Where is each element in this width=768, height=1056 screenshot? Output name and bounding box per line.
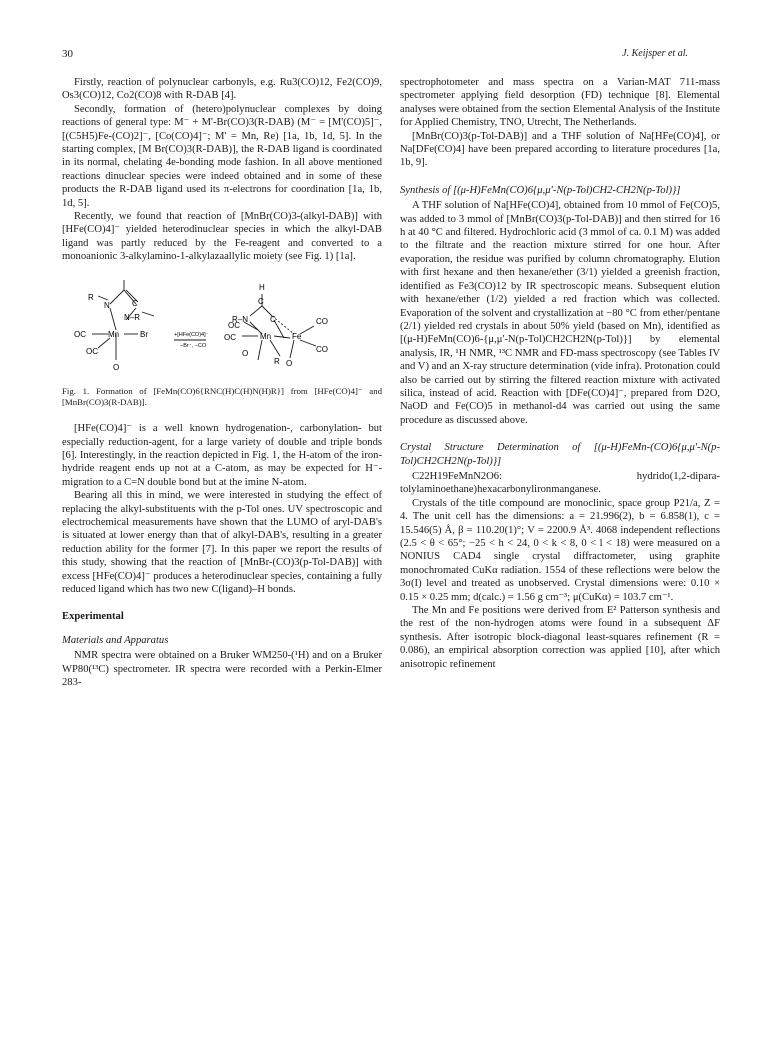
mn-label: Mn xyxy=(260,331,272,341)
oc-label: OC xyxy=(74,329,86,339)
paragraph: [MnBr(CO)3(p-Tol-DAB)] and a THF solution of Na[HFe(CO)4], or Na[DFe(CO)4] have been prepared according to literature procedures [1a, 1b, 9]. xyxy=(400,130,720,169)
reaction-scheme-figure xyxy=(62,276,382,376)
o-label: O xyxy=(113,362,120,372)
running-head: J. Keijsper et al. xyxy=(622,48,688,59)
mn-label: Mn xyxy=(108,329,120,339)
co-label: CO xyxy=(316,316,328,326)
paragraph: NMR spectra were obtained on a Bruker WM250-(¹H) and on a Bruker WP80(¹³C) spectrometer. IR spectra were recorded with a Perkin-Elmer 283- xyxy=(62,650,382,688)
loss-label: −Br⁻, −CO xyxy=(180,342,207,349)
paragraph: Firstly, reaction of polynuclear carbonyls, e.g. Ru3(CO)12, Fe2(CO)9, Os3(CO)12, Co2(CO)8 with R-DAB [4]. xyxy=(62,77,382,102)
paragraph: The Mn and Fe positions were derived from E² Patterson synthesis and the rest of the non-hydrogen atoms were found in a subsequent ΔF synthesis. After isotropic block-diagonal least-squares refinement (R = 0.086), an empirical absorption correction was applied [10], after which anisotropic refinement xyxy=(400,605,720,670)
c-label: C xyxy=(132,298,138,308)
r-label: R xyxy=(274,356,280,366)
o-label: O xyxy=(286,358,293,368)
subsection-heading-synthesis: Synthesis of [(μ-H)FeMn(CO)6{μ,μ'-N(p-Tol)CH2-CH2N(p-Tol)}] xyxy=(400,184,681,196)
c-label: C xyxy=(258,296,264,306)
fe-label: Fe xyxy=(292,331,302,341)
oc-label: OC xyxy=(86,346,98,356)
oc-label: OC xyxy=(224,332,236,342)
subsection-heading-crystal-structure: Crystal Structure Determination of [(μ-H)FeMn-(CO)6{μ,μ'-N(p-Tol)CH2CH2N(p-Tol)}] xyxy=(400,442,720,467)
section-heading-experimental: Experimental xyxy=(62,611,124,623)
nr-label: N–R xyxy=(124,312,141,322)
paragraph: Secondly, formation of (hetero)polynuclear complexes by doing reactions of general type: M⁻ + M'-Br(CO)3(R-DAB) (M⁻ = [M'(CO)5]⁻, [(C5H5)Fe-(CO)2]⁻, [Co(CO)4]⁻; M' = Mn, Re) [1a, 1b, 1d, 5]. In the starting complex, [M Br(CO)3(R-DAB)], the R-DAB ligand is coordinated in its normal, chelating 4e-bonding mode fashion. In all above mentioned reactions dinuclear species were indeed obtained and in some of these products the R-DAB ligand used its π-electrons for coordination [1a, 1b, 1d, 5]. xyxy=(62,103,382,209)
left-column xyxy=(62,76,382,689)
paragraph: [HFe(CO)4]⁻ is a well known hydrogenation-, carbonylation- but especially reduction-agent, for a large variety of double and triple bonds [6]. Interestingly, in the reaction depicted in Fig. 1, the H-atom of the iron-hydride reagent ends up not at a C-atom, as may be expected for H⁻-migration to a C=N double bond but at the imine N-atom. xyxy=(62,423,382,488)
oc-label: OC xyxy=(228,320,240,330)
paragraph: Bearing all this in mind, we were interested in studying the effect of replacing the alkyl-substituents with the p-Tol ones. UV spectroscopic and electrochemical measurements have shown that the LUMO of aryl-DAB's is situated at lower energy than that of alkyl-DAB's, resulting in a greater reduction ability for the former [7]. In this paper we report the results of this study, showing that the reaction of [MnBr-(CO)3(p-Tol-DAB)] with excess [HFe(CO)4]⁻ produces a heterodinuclear species, containing a fully reduced ligand which has two new C(ligand)–H bonds. xyxy=(62,490,382,595)
co-label: CO xyxy=(316,344,328,354)
paragraph: spectrophotometer and mass spectra on a Varian-MAT 711-mass spectrometer applying field desorption (FD) technique [8]. Elemental analyses were obtained from the section Elemental Analysis of the Institute for Applied Chemistry, TNO, Utrecht, The Netherlands. xyxy=(400,77,720,129)
h-label: H xyxy=(259,282,265,292)
paragraph: A THF solution of Na[HFe(CO)4], obtained from 10 mmol of Fe(CO)5, was added to 3 mmol of [MnBr(CO)3(p-Tol-DAB)] and then stirred for 16 h at 40 °C and filtered. Hydrochloric acid (3 mmol of ca. 0.1 M) was added to the filtrate and the reaction mixture stirred for one hour. After evaporation, the residue was purified by column chromatography. Elution with first hexane and then hexane/ether (3/1) yielded a greenish fraction, identified as Fe3(CO)12 by IR spectroscopic means. Subsequent elution with hexane/ether (1/2) yielded a red fraction which was collected. Evaporation of the solvent and crystallization at −80 °C from ether/pentane (2/1) yielded red crystals in about 50% yield (based on Mn), identified as [(μ-H)FeMn(CO)6-{μ,μ'-N(p-Tol)CH2CH2N(p-Tol)}] by elemental analysis, IR, ¹H NMR, ¹³C NMR and FD-mass spectroscopy (see Tables IV and V) and an X-ray structure determination (vide infra). Protonation could also be carried out by stirring the filtered reaction mixture with activated silica, instead of acid. Reaction with [DFe(CO)4]⁻, prepared from D2O, NaOD and Fe(CO)5 in methanol-d4 was carried out using the same procedure as discussed above. xyxy=(400,200,720,426)
figure-caption: Fig. 1. Formation of [FeMn(CO)6{RNC(H)C(H)N(H)R}] from [HFe(CO)4]⁻ and [MnBr(CO)3(R-DAB)]. xyxy=(62,386,382,408)
rn-label: R–N xyxy=(232,314,249,324)
page-number: 30 xyxy=(62,48,73,60)
r-label: R xyxy=(88,292,94,302)
paragraph: Recently, we found that reaction of [MnBr(CO)3-(alkyl-DAB)] with [HFe(CO)4]⁻ yielded heterodinuclear species in which the alkyl-DAB ligand was partly reduced by the Fe-reagent and converted to a monoanionic 3-alkylamino-1-alkylazaallylic moiety (see Fig. 1) [1a]. xyxy=(62,211,382,263)
reagent-label: +[HFe(CO)4]⁻ xyxy=(174,331,209,338)
br-label: Br xyxy=(140,329,148,339)
subsection-heading-materials: Materials and Apparatus xyxy=(62,634,169,646)
o-label: O xyxy=(242,348,249,358)
right-column xyxy=(400,76,720,671)
n-label: N xyxy=(104,300,110,310)
c-label: C xyxy=(270,314,276,324)
paragraph: C22H19FeMnN2O6: hydrido(1,2-dipara-tolylaminoethane)hexacarbonylironmanganese. xyxy=(400,470,720,496)
paragraph: Crystals of the title compound are monoclinic, space group P21/a, Z = 4. The unit cell has the dimensions: a = 21.996(2), b = 6.858(1), c = 15.546(5) Å, β = 110.20(1)°; V = 2200.9 Å³. 4068 independent reflections (2.5 < θ < 65°; −25 < h < 24, 0 < k < 8, 0 < l < 18) were measured on a NONIUS CAD4 single crystal diffractometer, using graphite monochromated CuKα radiation. 1554 of these reflections were below the 3σ(I) level and treated as unobserved. Crystal dimensions were: 0.10 × 0.15 × 0.25 mm; d(calc.) = 1.56 g cm⁻³; μ(CuKα) = 103.7 cm⁻¹. xyxy=(400,497,720,603)
